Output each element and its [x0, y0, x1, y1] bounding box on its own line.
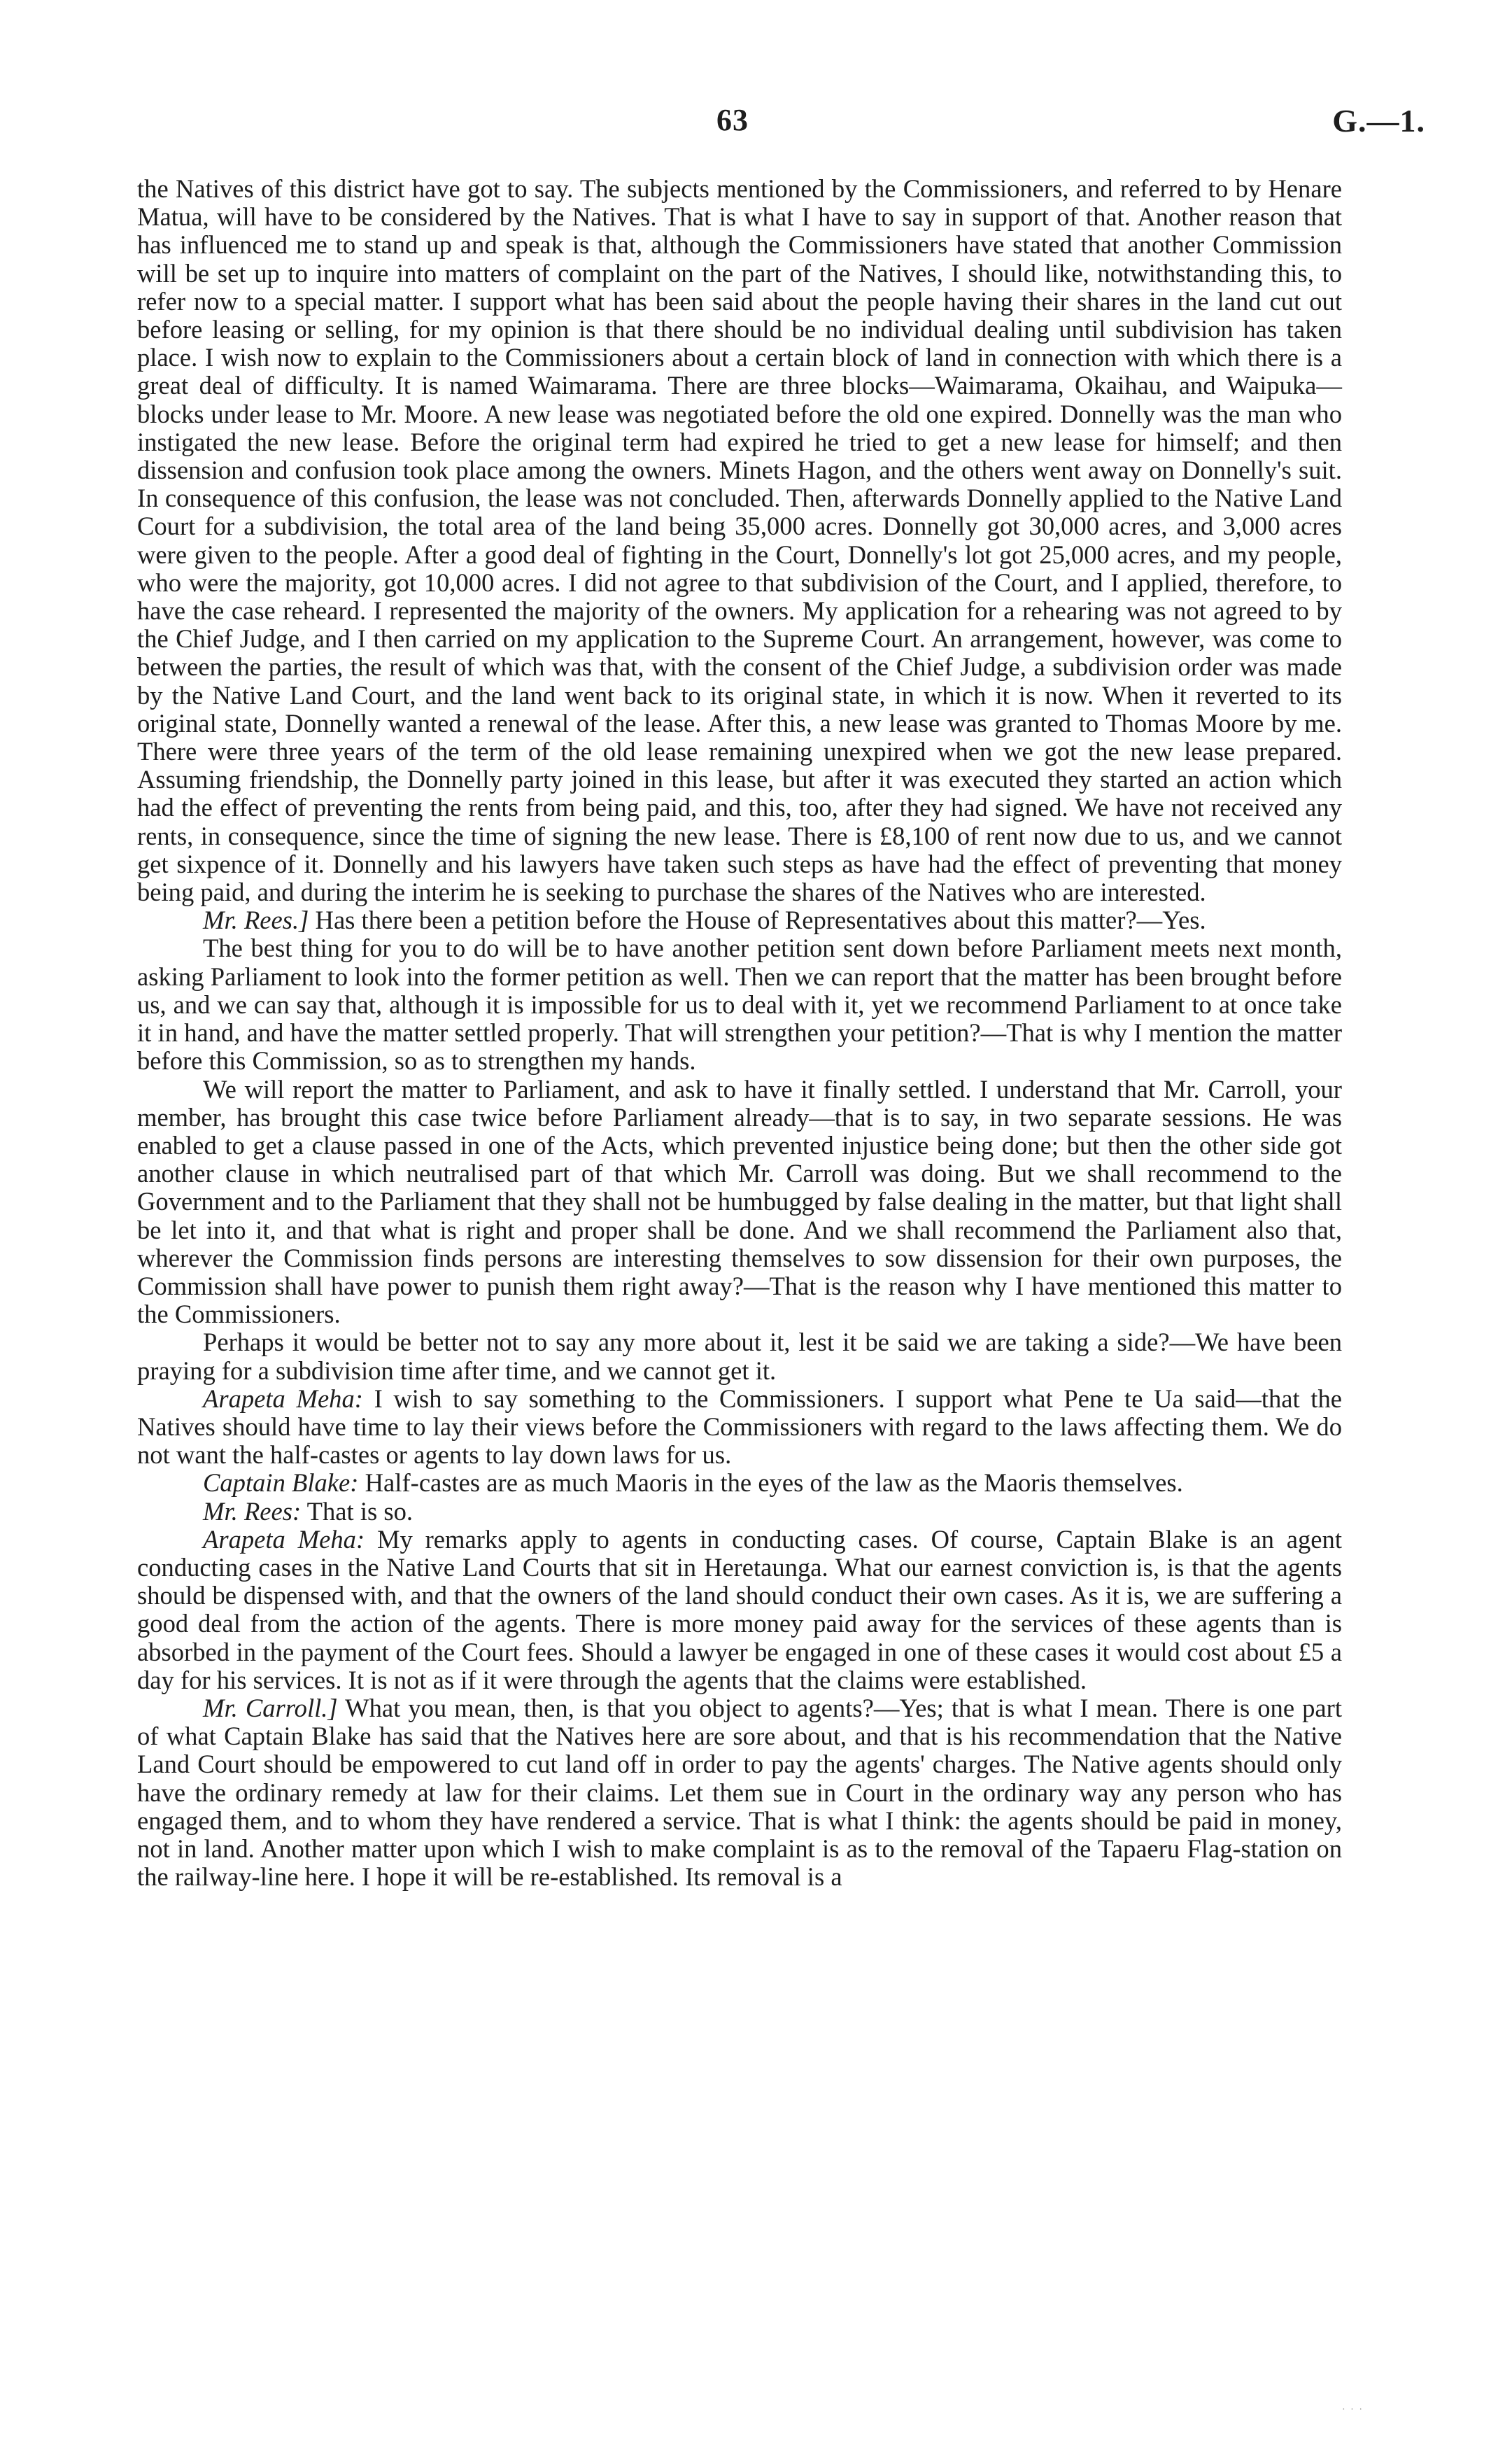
scan-artifact-mark: · · ·: [1342, 2405, 1364, 2415]
paragraph-text: What you mean, then, is that you object to agents?—Yes; that is what I mean. There is one part of what Captain Blake has said that the Natives here are sore about, and that is his recommendation that the Native Land Court should be empowered to cut land off in order to pay the agents' charges. The Native agents should only have the ordinary remedy at law for their claims. Let them sue in Court in the ordinary way any person who has engaged them, and to whom they have rendered a service. That is what I think: the agents should be paid in money, not in land. Another matter upon which I wish to make complaint is as to the removal of the Tapaeru Flag-station on the railway-line here. I hope it will be re-established. Its removal is a: [137, 1693, 1342, 1892]
paragraph-text: Has there been a petition before the House of Representatives about this matter?—Yes.: [315, 906, 1206, 935]
speaker-label: Mr. Rees:: [203, 1496, 302, 1526]
speaker-label: Arapeta Meha:: [203, 1524, 365, 1554]
paragraph-text: My remarks apply to agents in conducting cases. Of course, Captain Blake is an agent conducting cases in the Native Land Courts that sit in Heretaunga. What our earnest conviction is, is that the agents should be dispensed with, and that the owners of the land should conduct their own cases. As it is, we are suffering a good deal from the action of the agents. There is more money paid away for the services of these agents than is absorbed in the payment of the Court fees. Should a lawyer be engaged in one of these cases it would cost about £5 a day for his services. It is not as if it were through the agents that the claims were established.: [137, 1524, 1342, 1694]
speaker-label: Mr. Rees.]: [203, 906, 309, 935]
paragraph: [137, 1694, 1342, 1891]
paragraph: [137, 1076, 1342, 1329]
speaker-label: Mr. Carroll.]: [203, 1693, 338, 1722]
document-reference: G.—1.: [1332, 103, 1425, 139]
paragraph: [137, 1328, 1342, 1384]
paragraph: [137, 175, 1342, 906]
document-body: [137, 175, 1342, 1891]
paragraph: [137, 1385, 1342, 1470]
paragraph-text: Half-castes are as much Maoris in the eyes of the law as the Maoris themselves.: [365, 1468, 1183, 1498]
speaker-label: Captain Blake:: [203, 1468, 359, 1498]
paragraph-text: The best thing for you to do will be to have another petition sent down before Parliament meets next month, asking Parliament to look into the former petition as well. Then we can report that the matter has been brought before us, and we can say that, although it is impossible for us to deal with it, yet we recommend Parliament to at once take it in hand, and have the matter settled properly. That will strengthen your petition?—That is why I mention the matter before this Commission, so as to strengthen my hands.: [137, 934, 1342, 1076]
paragraph: [137, 1498, 1342, 1526]
speaker-label: Arapeta Meha:: [203, 1384, 363, 1413]
page-number: 63: [716, 103, 749, 137]
paragraph-text: I wish to say something to the Commissioners. I support what Pene te Ua said—that the Natives should have time to lay their views before the Commissioners with regard to the laws affecting them. We do not want the half-castes or agents to lay down laws for us.: [137, 1384, 1342, 1470]
paragraph: [137, 1469, 1342, 1497]
paragraph-text: Perhaps it would be better not to say any more about it, lest it be said we are taking a side?—We have been praying for a subdivision time after time, and we cannot get it.: [137, 1328, 1342, 1385]
paragraph-text: the Natives of this district have got to say. The subjects mentioned by the Commissioners, and referred to by Henare Matua, will have to be considered by the Natives. That is what I have to say in support of that. Another reason that has influenced me to stand up and speak is that, although the Commissioners have stated that another Commission will be set up to inquire into matters of complaint on the part of the Natives, I should like, notwithstanding this, to refer now to a special matter. I support what has been said about the people having their shares in the land cut out before leasing or selling, for my opinion is that there should be no individual dealing until subdivision has taken place. I wish now to explain to the Commissioners about a certain block of land in connection with which there is a great deal of difficulty. It is named Waimarama. There are three blocks—Waimarama, Okaihau, and Waipuka—blocks under lease to Mr. Moore. A new lease was negotiated before the old one expired. Donnelly was the man who instigated the new lease. Before the original term had expired he tried to get a new lease for himself; and then dissension and confusion took place among the owners. Minets Hagon, and the others went away on Donnelly's suit. In consequence of this confusion, the lease was not concluded. Then, afterwards Donnelly applied to the Native Land Court for a subdivision, the total area of the land being 35,000 acres. Donnelly got 30,000 acres, and 3,000 acres were given to the people. After a good deal of fighting in the Court, Donnelly's lot got 25,000 acres, and my people, who were the majority, got 10,000 acres. I did not agree to that subdivision of the Court, and I applied, therefore, to have the case reheard. I represented the majority of the owners. My application for a rehearing was not agreed to by the Chief Judge, and I then carried on my application to the Supreme Court. An arrangement, however, was come to between the parties, the result of which was that, with the consent of the Chief Judge, a subdivision order was made by the Native Land Court, and the land went back to its original state, in which it is now. When it reverted to its original state, Donnelly wanted a renewal of the lease. After this, a new lease was granted to Thomas Moore by me. There were three years of the term of the old lease remaining unexpired when we got the new lease prepared. Assuming friendship, the Donnelly party joined in this lease, but after it was executed they started an action which had the effect of preventing the rents from being paid, and this, too, after they had signed. We have not received any rents, in consequence, since the time of signing the new lease. There is £8,100 of rent now due to us, and we cannot get sixpence of it. Donnelly and his lawyers have taken such steps as have had the effect of preventing that money being paid, and during the interim he is seeking to purchase the shares of the Natives who are interested.: [137, 174, 1342, 907]
paragraph-text: That is so.: [306, 1496, 414, 1526]
paragraph: [137, 934, 1342, 1075]
paragraph: [137, 906, 1342, 934]
paragraph-text: We will report the matter to Parliament, and ask to have it finally settled. I understand that Mr. Carroll, your member, has brought this case twice before Parliament already—that is to say, in two separate sessions. He was enabled to get a clause passed in one of the Acts, which prevented injustice being done; but then the other side got another clause in which neutralised part of that which Mr. Carroll was doing. But we shall recommend to the Government and to the Parliament that they shall not be humbugged by false dealing in the matter, but that light shall be let into it, and that what is right and proper shall be done. And we shall recommend the Parliament also that, wherever the Commission finds persons are interesting themselves to sow dissension for their own purposes, the Commission shall have power to punish them right away?—That is the reason why I have mentioned this matter to the Commissioners.: [137, 1074, 1342, 1329]
paragraph: [137, 1526, 1342, 1694]
